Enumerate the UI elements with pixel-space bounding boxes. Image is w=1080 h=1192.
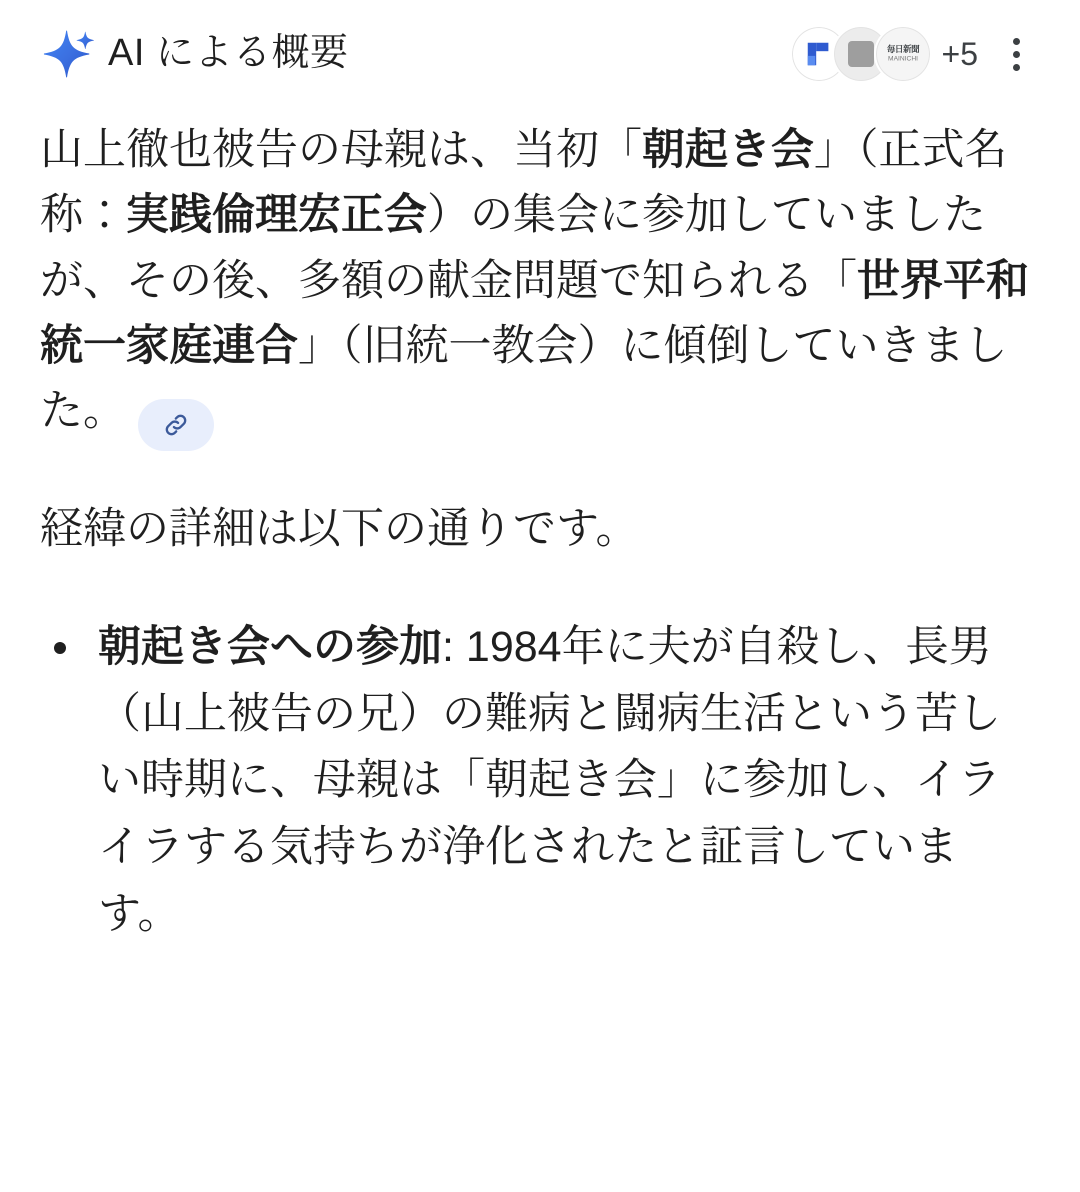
source-avatar-3[interactable] [874,25,932,83]
summary-seg-5: 世界平和統一家庭連合 [40,256,1029,371]
kebab-dot-3 [1013,64,1020,71]
summary-seg-2: 」（正式名称： [40,126,1008,240]
news-logo-line2: MAINICHI [887,55,918,63]
intro-paragraph: 経緯の詳細は以下の通りです。 [40,505,639,554]
sparkle-icon [40,27,94,81]
list-item-separator: : [442,622,466,671]
publisher-logo-news-icon [886,45,918,63]
summary-seg-3: 実践倫理宏正会 [126,191,427,240]
list-item-body: 1984年に夫が自殺し、長男（山上被告の兄）の難病と闘病生活という苦しい時期に、母親は「朝起き会」に参加し、イライラする気持ちが浄化されたと証言しています。 [98,622,1001,938]
kebab-dot-2 [1013,51,1020,58]
list-item-title: 朝起き会への参加 [98,622,442,671]
news-logo-line1: 毎日新聞 [886,44,919,54]
summary-seg-4: ）の集会に参加していましたが、その後、多額の献金問題で知られる「 [40,191,986,305]
ai-overview-header [40,0,1040,104]
source-avatars[interactable] [790,25,932,83]
source-links-cluster[interactable] [790,25,978,83]
summary-seg-1: 朝起き会 [642,126,814,174]
link-icon[interactable] [138,399,214,451]
more-options-icon[interactable] [992,26,1040,82]
summary-seg-0: 山上徹也被告の母親は、当初「 [40,126,642,174]
list-item [40,614,1040,947]
detail-list [40,614,1040,947]
publisher-logo-icon [804,39,834,69]
page-title: AI による概要 [108,32,349,75]
ai-summary-text [40,118,1040,451]
summary-seg-6: 」（旧統一教会）に傾倒していきました。 [40,322,1008,436]
source-extra-count[interactable]: +5 [941,35,978,72]
kebab-dot-1 [1013,38,1020,45]
publisher-logo-placeholder-icon [848,41,874,67]
